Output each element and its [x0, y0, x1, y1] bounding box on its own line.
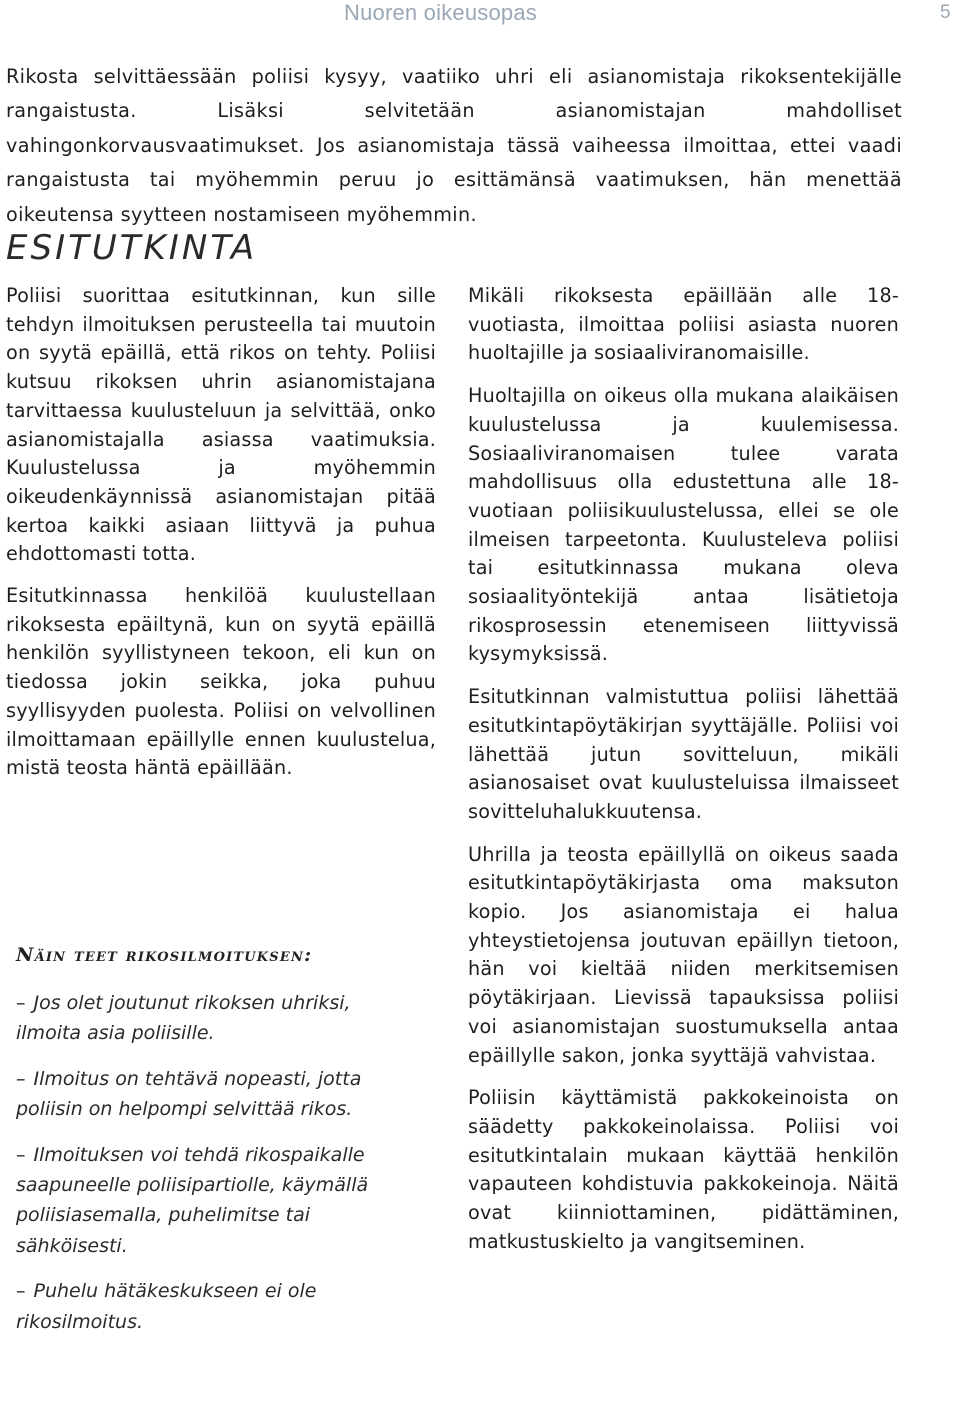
- howto-list: [16, 988, 378, 1337]
- howto-box: [16, 944, 378, 1352]
- right-paragraph-1: Mikäli rikoksesta epäillään alle 18-vuotiasta, ilmoittaa poliisi asiasta nuoren huoltajille ja sosiaaliviranomaisille.: [468, 284, 899, 365]
- howto-item-text: Jos olet joutunut rikoksen uhriksi, ilmoita asia poliisille.: [16, 992, 351, 1045]
- howto-item-text: Ilmoituksen voi tehdä rikospaikalle saapuneelle poliisipartiolle, käymällä poliisiasemalla, puhelimitse tai sähköisesti.: [16, 1143, 369, 1257]
- dash-bullet: –: [16, 992, 26, 1014]
- howto-item-text: Puhelu hätäkeskukseen ei ole rikosilmoitus.: [16, 1280, 317, 1333]
- left-column: [6, 282, 436, 796]
- howto-title: Näin teet rikosilmoituksen:: [16, 944, 313, 966]
- right-paragraph-4: Uhrilla ja teosta epäillyllä on oikeus saada esitutkintapöytäkirjasta oma maksuton kopio. Jos asianomistaja ei halua yhteystietojensa joutuvan epäillyn tietoon, hän voi kieltää niiden merkitsemisen pöytäkirjaan. Lievissä tapauksissa poliisi voi asianomistajan suostumuksella antaa epäillylle sakon, jonka syyttäjä vahvistaa.: [468, 842, 899, 1067]
- howto-item: [16, 988, 378, 1049]
- section-heading: ESITUTKINTA: [6, 228, 258, 268]
- howto-item: [16, 1140, 378, 1262]
- dash-bullet: –: [16, 1143, 26, 1166]
- howto-item: [16, 1064, 378, 1125]
- right-paragraph-5: Poliisin käyttämistä pakkokeinoista on säädetty pakkokeinolaissa. Poliisi voi esitutkintalain mukaan käyttää henkilön vapauteen kohdistuvia pakkokeinoja. Näitä ovat kiinniottaminen, pidättäminen, matkustuskielto ja vangitseminen.: [468, 1086, 899, 1253]
- left-paragraph-2: Esitutkinnassa henkilöä kuulustellaan rikoksesta epäiltynä, kun on syytä epäillä henkilön syyllistyneen tekoon, eli kun on tiedossa jokin seikka, joka puhuu syyllisyyden puolesta. Poliisi on velvollinen ilmoittamaan epäillylle ennen kuulustelua, mistä teosta häntä epäillään.: [6, 584, 436, 780]
- running-header-title: Nuoren oikeusopas: [344, 0, 537, 25]
- dash-bullet: –: [16, 1067, 26, 1090]
- right-column: [468, 282, 899, 1271]
- right-paragraph-2: Huoltajilla on oikeus olla mukana alaikäisen kuulustelussa ja kuulemisessa. Sosiaaliviranomaisen tulee varata mahdollisuus olla edustettuna alle 18-vuotiaan poliisikuulustelussa, ellei se ole ilmeisen tarpeetonta. Kuulusteleva poliisi tai esitutkinnassa mukana oleva sosiaalityöntekijä antaa lisätietoja rikosprosessin etenemiseen liittyvissä kysymyksissä.: [468, 384, 899, 666]
- left-paragraph-1: Poliisi suorittaa esitutkinnan, kun sille tehdyn ilmoituksen perusteella tai muutoin on syytä epäillä, että rikos on tehty. Poliisi kutsuu rikoksen uhrin asianomistajana tarvittaessa kuulusteluun ja selvittää, onko asianomistajalla asiassa vaatimuksia. Kuulustelussa ja myöhemmin oikeudenkäynnissä asianomistajan pitää kertoa kaikki asiaan liittyvä ja puhua ehdottomasti totta.: [6, 284, 436, 566]
- intro-paragraph: Rikosta selvittäessään poliisi kysyy, vaatiiko uhri eli asianomistaja rikoksentekijälle rangaistusta. Lisäksi selvitetään asianomistajan mahdolliset vahingonkorvausvaatimukset. Jos asianomistaja tässä vaiheessa ilmoittaa, ettei vaadi rangaistusta tai myöhemmin peruu jo esittämänsä vaatimuksen, hän menettää oikeutensa syytteen nostamiseen myöhemmin.: [6, 65, 902, 226]
- dash-bullet: –: [16, 1280, 26, 1303]
- howto-item: [16, 1276, 378, 1337]
- page-number: 5: [940, 2, 951, 23]
- right-paragraph-3: Esitutkinnan valmistuttua poliisi lähettää esitutkintapöytäkirjan syyttäjälle. Poliisi voi lähettää jutun sovitteluun, mikäli asianosaiset ovat kuulusteluissa ilmaisseet sovitteluhalukkuutensa.: [468, 685, 899, 823]
- howto-item-text: Ilmoitus on tehtävä nopeasti, jotta poliisin on helpompi selvittää rikos.: [16, 1067, 362, 1121]
